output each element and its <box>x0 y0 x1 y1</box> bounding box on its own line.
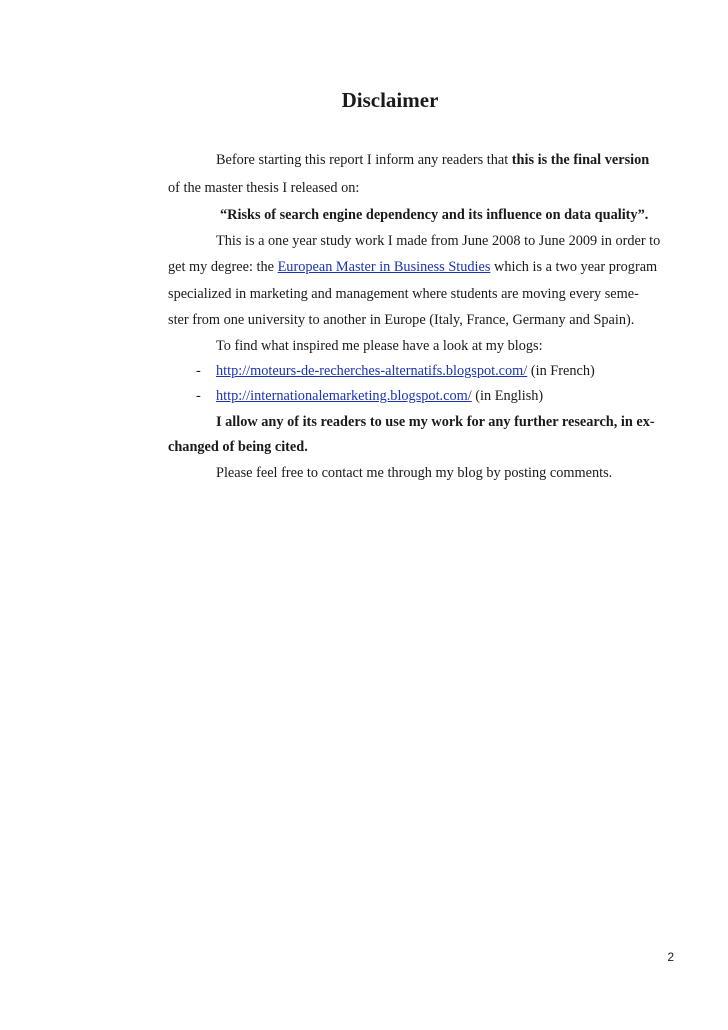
list-item <box>216 387 543 405</box>
list-item <box>216 362 595 380</box>
study-line-3: specialized in marketing and management where students are moving every seme- <box>168 286 639 302</box>
intro-bold-text: this is the final version <box>511 152 650 168</box>
study-line-2-pre: get my degree: the <box>168 259 278 275</box>
blogs-intro: To find what inspired me please have a look at my blogs: <box>216 338 543 354</box>
study-line-4: ster from one university to another in Europe (Italy, France, Germany and Spain). <box>168 312 635 328</box>
study-line-1: This is a one year study work I made from June 2008 to June 2009 in order to <box>216 233 661 249</box>
thesis-title: “Risks of search engine dependency and its influence on data quality”. <box>220 207 649 223</box>
list-bullet: - <box>196 363 201 379</box>
intro-line-1 <box>216 151 649 169</box>
study-line-2-post: which is a two year program <box>490 259 658 275</box>
study-line-2 <box>168 258 657 276</box>
contact-line: Please feel free to contact me through my blog by posting comments. <box>216 465 613 481</box>
permission-line-1: I allow any of its readers to use my work for any further research, in ex- <box>216 414 655 430</box>
program-link[interactable]: European Master in Business Studies <box>277 259 491 275</box>
blog-link-french[interactable]: http://moteurs-de-recherches-alternatifs.blogspot.com/ <box>216 363 528 379</box>
blog-link-english[interactable]: http://internationalemarketing.blogspot.com/ <box>216 388 472 404</box>
intro-text: Before starting this report I inform any readers that <box>216 152 512 168</box>
blog-language-note: (in French) <box>527 363 595 379</box>
page-number: 2 <box>667 950 674 964</box>
intro-line-2: of the master thesis I released on: <box>168 180 360 196</box>
page-title: Disclaimer <box>341 88 439 112</box>
list-bullet: - <box>196 388 201 404</box>
blog-language-note: (in English) <box>471 388 544 404</box>
permission-line-2: changed of being cited. <box>168 439 308 455</box>
